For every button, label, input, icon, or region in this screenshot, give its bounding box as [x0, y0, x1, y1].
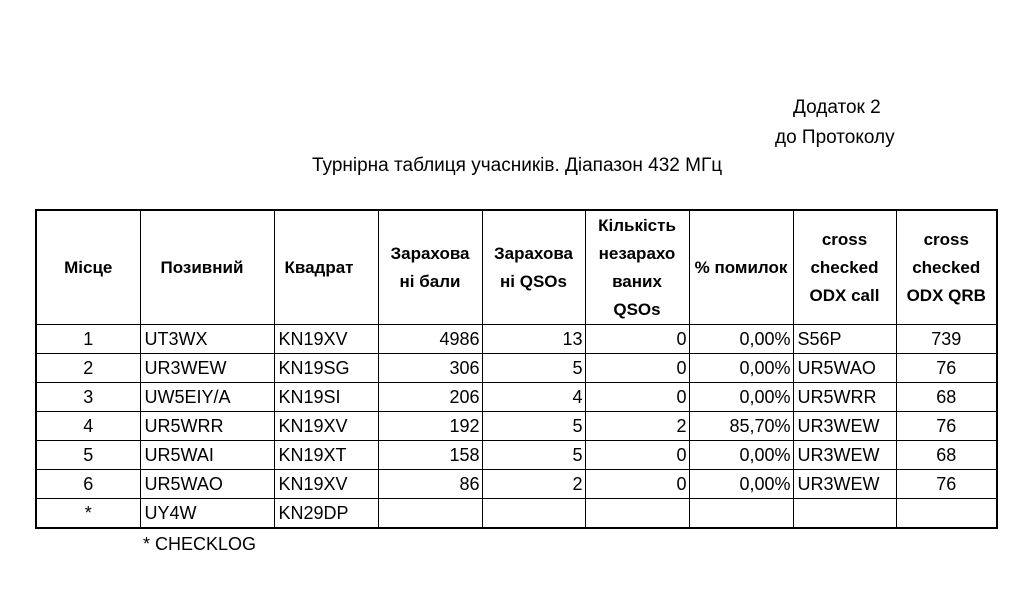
- cell-qsos: [482, 499, 585, 529]
- cell-locator: KN19XT: [274, 441, 378, 470]
- cell-callsign: UW5EIY/A: [140, 383, 274, 412]
- cell-odx-qrb: [896, 499, 997, 529]
- cell-callsign: UY4W: [140, 499, 274, 529]
- header-odx-qrb: cross checked ODX QRB: [896, 210, 997, 325]
- table-row: [36, 470, 997, 499]
- cell-rejected: 0: [585, 354, 689, 383]
- cell-rejected: 0: [585, 383, 689, 412]
- table-row: [36, 412, 997, 441]
- page-title: Турнірна таблиця учасників. Діапазон 432 МГц: [312, 155, 723, 176]
- cell-place: *: [36, 499, 140, 529]
- header-points: Зарахова ні бали: [378, 210, 482, 325]
- cell-callsign: UR3WEW: [140, 354, 274, 383]
- cell-rejected: 2: [585, 412, 689, 441]
- cell-place: 1: [36, 325, 140, 354]
- cell-qsos: 5: [482, 354, 585, 383]
- cell-errors: 0,00%: [689, 470, 793, 499]
- cell-errors: [689, 499, 793, 529]
- cell-qsos: 5: [482, 441, 585, 470]
- cell-rejected: 0: [585, 325, 689, 354]
- table-row: [36, 383, 997, 412]
- cell-locator: KN19XV: [274, 325, 378, 354]
- header-qsos: Зарахова ні QSOs: [482, 210, 585, 325]
- cell-rejected: [585, 499, 689, 529]
- cell-odx-qrb: 68: [896, 441, 997, 470]
- cell-locator: KN29DP: [274, 499, 378, 529]
- cell-odx-qrb: 68: [896, 383, 997, 412]
- cell-points: 192: [378, 412, 482, 441]
- cell-errors: 0,00%: [689, 325, 793, 354]
- cell-place: 5: [36, 441, 140, 470]
- cell-rejected: 0: [585, 441, 689, 470]
- cell-odx-call: UR3WEW: [793, 470, 896, 499]
- cell-points: 158: [378, 441, 482, 470]
- cell-odx-qrb: 76: [896, 354, 997, 383]
- cell-odx-qrb: 76: [896, 412, 997, 441]
- table-row: [36, 441, 997, 470]
- cell-odx-call: UR5WRR: [793, 383, 896, 412]
- cell-odx-call: UR5WAO: [793, 354, 896, 383]
- table-row: [36, 354, 997, 383]
- header-locator: Квадрат: [274, 210, 378, 325]
- cell-place: 2: [36, 354, 140, 383]
- footnote: * CHECKLOG: [143, 534, 257, 554]
- cell-locator: KN19SI: [274, 383, 378, 412]
- results-table: [35, 209, 998, 529]
- cell-callsign: UR5WAI: [140, 441, 274, 470]
- cell-points: 4986: [378, 325, 482, 354]
- cell-callsign: UR5WAO: [140, 470, 274, 499]
- header-place: Місце: [36, 210, 140, 325]
- cell-place: 3: [36, 383, 140, 412]
- cell-points: 86: [378, 470, 482, 499]
- cell-callsign: UR5WRR: [140, 412, 274, 441]
- cell-locator: KN19SG: [274, 354, 378, 383]
- annex-protocol-label: до Протоколу: [775, 127, 895, 148]
- cell-locator: KN19XV: [274, 412, 378, 441]
- cell-odx-call: UR3WEW: [793, 412, 896, 441]
- cell-points: [378, 499, 482, 529]
- header-callsign: Позивний: [140, 210, 274, 325]
- cell-place: 4: [36, 412, 140, 441]
- cell-odx-call: UR3WEW: [793, 441, 896, 470]
- table-row: [36, 499, 997, 529]
- cell-odx-qrb: 76: [896, 470, 997, 499]
- cell-locator: KN19XV: [274, 470, 378, 499]
- cell-points: 306: [378, 354, 482, 383]
- cell-errors: 0,00%: [689, 383, 793, 412]
- table-header-row: [36, 210, 997, 325]
- cell-odx-call: [793, 499, 896, 529]
- cell-points: 206: [378, 383, 482, 412]
- cell-errors: 85,70%: [689, 412, 793, 441]
- cell-qsos: 13: [482, 325, 585, 354]
- cell-callsign: UT3WX: [140, 325, 274, 354]
- cell-errors: 0,00%: [689, 354, 793, 383]
- cell-odx-call: S56P: [793, 325, 896, 354]
- cell-qsos: 2: [482, 470, 585, 499]
- header-rejected-qsos: Кількість незарахо ваних QSOs: [585, 210, 689, 325]
- cell-place: 6: [36, 470, 140, 499]
- table-body: [36, 325, 997, 529]
- table-row: [36, 325, 997, 354]
- cell-errors: 0,00%: [689, 441, 793, 470]
- header-odx-call: cross checked ODX call: [793, 210, 896, 325]
- cell-odx-qrb: 739: [896, 325, 997, 354]
- annex-label: Додаток 2: [793, 97, 881, 118]
- cell-qsos: 5: [482, 412, 585, 441]
- cell-qsos: 4: [482, 383, 585, 412]
- header-error-percent: % помилок: [689, 210, 793, 325]
- cell-rejected: 0: [585, 470, 689, 499]
